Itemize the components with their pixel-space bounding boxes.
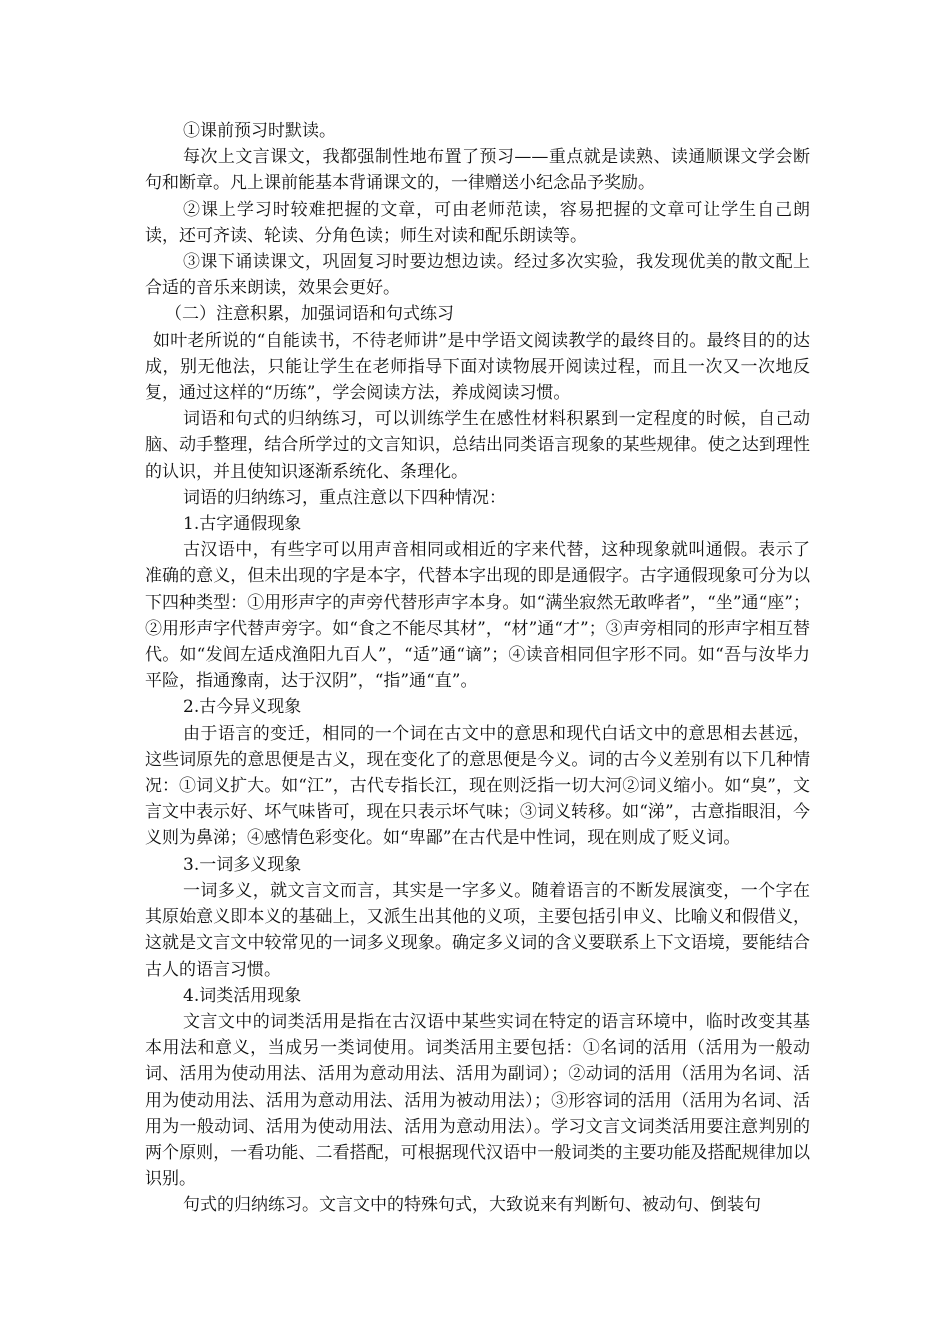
paragraph: 如叶老所说的“自能读书，不待老师讲”是中学语文阅读教学的最终目的。最终目的的达成，别无他法，只能让学生在老师指导下面对读物展开阅读过程，而且一次又一次地反复，通过这样的“历练”，学会阅读方法，养成阅读习惯。 [145,330,810,404]
paragraph: 古汉语中，有些字可以用声音相同或相近的字来代替，这种现象就叫通假。表示了准确的意义，但未出现的字是本字，代替本字出现的即是通假字。古字通假现象可分为以下四种类型：①用形声字的声旁代替形声字本身。如“满坐寂然无敢哗者”，“坐”通“座”；②用形声字代替声旁字。如“食之不能尽其材”，“材”通“才”；③声旁相同的形声字相互替代。如“发闾左适戍渔阳九百人”，“适”通“谪”；④读音相同但字形不同。如“吾与汝毕力平险，指通豫南，达于汉阴”，“指”通“直”。 [145,540,810,692]
paragraph: 每次上文言课文，我都强制性地布置了预习——重点就是读熟、读通顺课文学会断句和断章。凡上课前能基本背诵课文的，一律赠送小纪念品予奖励。 [145,147,810,194]
paragraph: ③课下诵读课文，巩固复习时要边想边读。经过多次实验，我发现优美的散文配上合适的音乐来朗读，效果会更好。 [145,252,810,299]
subsection-heading: 4.词类活用现象 [183,985,302,1006]
paragraph: 词语的归纳练习，重点注意以下四种情况： [183,487,506,508]
section-heading: （二）注意积累，加强词语和句式练习 [165,304,454,325]
paragraph: 一词多义，就文言文而言，其实是一字多义。随着语言的不断发展演变，一个字在其原始意义即本义的基础上，又派生出其他的义项，主要包括引申义、比喻义和假借义，这就是文言文中较常见的一词多义现象。确定多义词的含义要联系上下文语境，要能结合古人的语言习惯。 [145,880,810,980]
paragraph: 文言文中的词类活用是指在古汉语中某些实词在特定的语言环境中，临时改变其基本用法和意义，当成另一类词使用。词类活用主要包括：①名词的活用（活用为一般动词、活用为使动用法、活用为意动用法、活用为副词）；②动词的活用（活用为名词、活用为使动用法、活用为意动用法、活用为被动用法）；③形容词的活用（活用为名词、活用为一般动词、活用为使动用法、活用为意动用法）。学习文言文词类活用要注意判别的两个原则，一看功能、二看搭配，可根据现代汉语中一般词类的主要功能及搭配规律加以识别。 [145,1011,810,1190]
paragraph: ①课前预习时默读。 [183,121,336,141]
subsection-heading: 3.一词多义现象 [183,854,302,875]
document-body [145,118,810,1219]
paragraph: 句式的归纳练习。文言文中的特殊句式，大致说来有判断句、被动句、倒装句 [183,1195,761,1216]
paragraph: 词语和句式的归纳练习，可以训练学生在感性材料积累到一定程度的时候，自己动脑、动手整理，结合所学过的文言知识，总结出同类语言现象的某些规律。使之达到理性的认识，并且使知识逐渐系统化、条理化。 [145,409,810,482]
paragraph: ②课上学习时较难把握的文章，可由老师范读，容易把握的文章可让学生自己朗读，还可齐读、轮读、分角色读；师生对读和配乐朗读等。 [145,199,810,246]
subsection-heading: 2.古今异义现象 [183,697,302,718]
paragraph: 由于语言的变迁，相同的一个词在古文中的意思和现代白话文中的意思相去甚远，这些词原先的意思便是古义，现在变化了的意思便是今义。词的古今义差别有以下几种情况：①词义扩大。如“江”，古代专指长江，现在则泛指一切大河②词义缩小。如“臭”，文言文中表示好、坏气味皆可，现在只表示坏气味；③词义转移。如“涕”，古意指眼泪，今义则为鼻涕；④感情色彩变化。如“卑鄙”在古代是中性词，现在则成了贬义词。 [145,723,810,849]
subsection-heading: 1.古字通假现象 [183,514,302,535]
